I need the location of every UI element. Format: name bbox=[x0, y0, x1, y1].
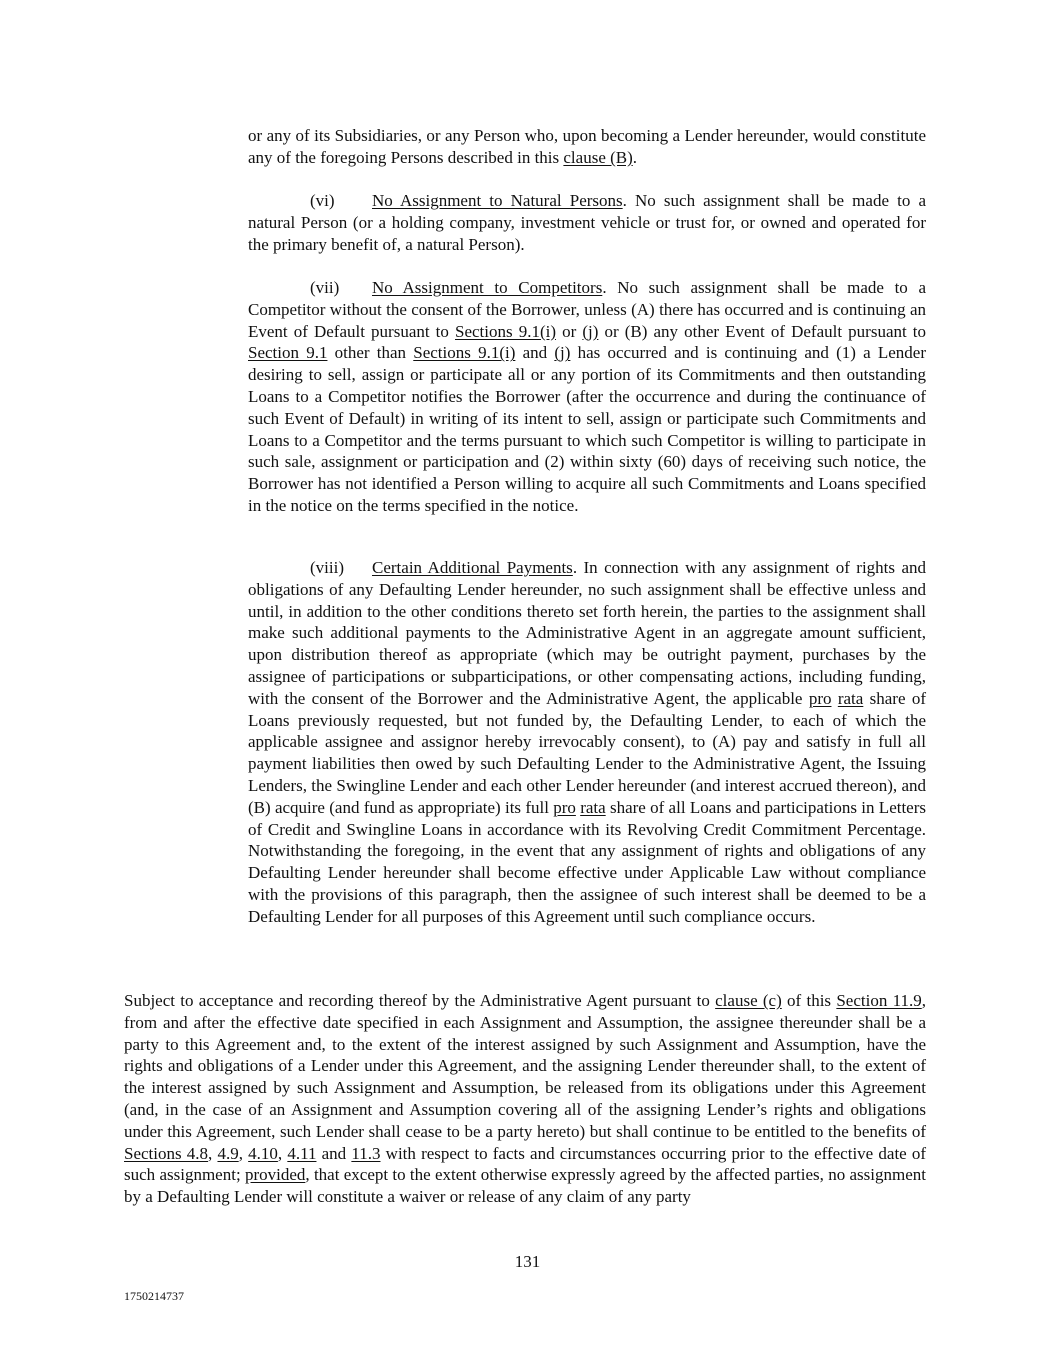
clause-number: (vii) bbox=[310, 278, 340, 297]
text: and bbox=[316, 1143, 352, 1163]
clause-body: . No such assignment shall be made to a natural Person (or a holding company, investment vehicle or trust for, or owned and operated for the primary benefit of, a natural Person). bbox=[248, 191, 927, 254]
text: or (B) any other Event of Default pursuant to bbox=[598, 321, 927, 341]
text: , from and after the effective date specified in each Assignment and Assumption, the assignee thereunder shall be a party to this Agreement and, to the extent of the interest assigned by such Assignment and Assumption, have the rights and obligations of a Lender under this Agreement, and the assigning Lender thereunder shall, to the extent of the interest assigned by such Assignment and Assumption, be released from its obligations under this Agreement (and, in the case of an Assignment and Assumption covering all of the assigning Lender’s rights and obligations under this Agreement, such Lender shall cease to be a party hereto) but shall continue to be entitled to the benefits of bbox=[124, 991, 926, 1141]
cross-reference: (j) bbox=[554, 343, 571, 363]
page-number: 131 bbox=[514, 1252, 541, 1271]
defined-term: provided bbox=[244, 1165, 306, 1185]
clause-number: (vi) bbox=[310, 191, 335, 210]
cross-reference: Section 9.1 bbox=[248, 343, 328, 363]
text: or bbox=[556, 321, 583, 341]
clause-heading: No Assignment to Competitors bbox=[372, 278, 603, 297]
text: of this bbox=[781, 991, 837, 1010]
text: , that except to the extent otherwise expressly agreed by the affected parties, no assignment by a Defaulting Lender will constitute a waiver or release of any claim of any party bbox=[124, 1165, 926, 1207]
text: . No such assignment shall be made to a Competitor without the consent of the Borrower, unless (A) there has occurred and is continuing an Event of Default pursuant to bbox=[248, 278, 926, 341]
paragraph-vi bbox=[248, 190, 926, 255]
cross-reference: 4.11 bbox=[287, 1143, 317, 1163]
text: with respect to facts and circumstances occurring prior to the effective date of such assignment; bbox=[124, 1143, 927, 1185]
cross-reference: clause (c) bbox=[715, 991, 782, 1010]
latin-term: rata bbox=[580, 797, 606, 817]
cross-reference: 4.9 bbox=[217, 1143, 239, 1163]
text: other than bbox=[327, 343, 414, 363]
cross-reference: Section 11.9 bbox=[836, 991, 922, 1010]
text: , bbox=[277, 1143, 288, 1163]
clause-number: (viii) bbox=[310, 558, 344, 577]
cross-reference: Sections 9.1(i) bbox=[413, 343, 516, 363]
paragraph-vii bbox=[248, 277, 926, 517]
latin-term: pro bbox=[553, 797, 576, 817]
text: share of Loans previously requested, but not funded by, the Defaulting Lender, to each of which the applicable assignee and assignor hereby irrevocably consent), to (A) pay and satisfy in full all payment liabilities then owed by such Defaulting Lender to the Administrative Agent, the Issuing Lenders, the Swingline Lender and each other Lender hereunder (and interest accrued thereon), and (B) acquire (and fund as appropriate) its full bbox=[248, 688, 927, 817]
paragraph-viii bbox=[248, 557, 926, 928]
closing-paragraph bbox=[124, 990, 926, 1208]
cross-reference: (j) bbox=[582, 321, 599, 341]
clause-heading: No Assignment to Natural Persons bbox=[372, 191, 623, 210]
text: Subject to acceptance and recording thereof by the Administrative Agent pursuant to bbox=[124, 991, 716, 1010]
text: . bbox=[632, 147, 638, 167]
cross-reference: Sections 9.1(i) bbox=[455, 321, 556, 341]
text: has occurred and is continuing and (1) a Lender desiring to sell, assign or participate all or any portion of its Commitments and then outstanding Loans to a Competitor notifies the Borrower (after the occurrence and during the continuance of such Event of Default) in writing of its intent to sell, assign or participate such Commitments and Loans to a Competitor and the terms pursuant to which such Competitor is willing to participate in such sale, assignment or participation and (2) within sixty (60) days of receiving such notice, the Borrower has not identified a Person willing to acquire all such Commitments and Loans specified in the notice on the terms specified in the notice. bbox=[248, 343, 926, 515]
cross-reference: 11.3 bbox=[351, 1143, 381, 1163]
latin-term: rata bbox=[837, 688, 864, 708]
text: and bbox=[515, 343, 555, 363]
document-id: 1750214737 bbox=[124, 1289, 184, 1303]
text: share of all Loans and participations in Letters of Credit and Swingline Loans in accordance with its Revolving Credit Commitment Percentage. Notwithstanding the foregoing, in the event that any assignment of rights and obligations of any Defaulting Lender hereunder shall become effective under Applicable Law without compliance with the provisions of this paragraph, then the assignee of such interest shall be deemed to be a Defaulting Lender for all purposes of this Agreement until such compliance occurs. bbox=[248, 797, 927, 926]
continuation-paragraph bbox=[248, 125, 926, 169]
text: , bbox=[208, 1143, 218, 1163]
text: , bbox=[238, 1143, 249, 1163]
cross-reference: clause (B) bbox=[563, 147, 633, 167]
cross-reference: 4.10 bbox=[248, 1143, 278, 1163]
clause-heading: Certain Additional Payments bbox=[372, 558, 573, 577]
latin-term: pro bbox=[808, 688, 832, 708]
cross-reference: Sections 4.8 bbox=[124, 1143, 209, 1163]
text: . In connection with any assignment of rights and obligations of any Defaulting Lender hereunder, no such assignment shall be effective unless and until, in addition to the other conditions thereto set forth herein, the parties to the assignment shall make such additional payments to the Administrative Agent in an aggregate amount sufficient, upon distribution thereof as appropriate (which may be outright payment, purchases by the assignee of participations or subparticipations, or other compensating actions, including funding, with the consent of the Borrower and the Administrative Agent, the applicable bbox=[248, 558, 927, 708]
text: or any of its Subsidiaries, or any Person who, upon becoming a Lender hereunder, would constitute any of the foregoing Persons described in this bbox=[248, 126, 926, 167]
